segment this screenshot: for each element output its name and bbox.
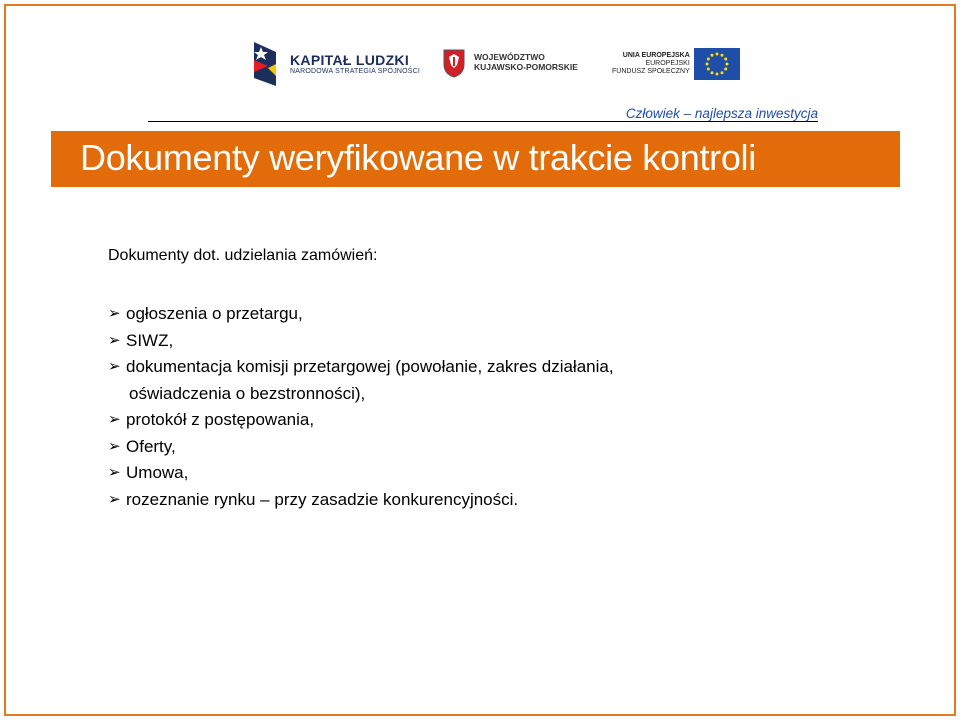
list-item: ➢ Umowa, (108, 460, 908, 487)
arrow-bullet-icon: ➢ (108, 437, 121, 455)
arrow-bullet-icon: ➢ (108, 490, 121, 508)
document-list (108, 301, 908, 513)
wojewodztwo-logo (442, 48, 578, 78)
eu-line3: FUNDUSZ SPOŁECZNY (612, 68, 690, 76)
arrow-bullet-icon: ➢ (108, 464, 121, 481)
list-item: ➢ Oferty, (108, 434, 908, 461)
list-item: ➢ dokumentacja komisji przetargowej (powołanie, zakres działania, oświadczenia o bezstronności), (108, 354, 908, 407)
eu-line1: UNIA EUROPEJSKA (622, 51, 690, 59)
arrow-bullet-icon: ➢ (108, 305, 121, 322)
tagline-rule (148, 121, 818, 122)
kapital-ludzki-logo (250, 42, 420, 86)
list-item: ➢ protokół z postępowania, (108, 407, 908, 434)
eu-logo (612, 48, 740, 80)
eu-line2: EUROPEJSKI (645, 59, 690, 67)
slide-content (108, 247, 908, 513)
arrow-bullet-icon: ➢ (108, 411, 121, 428)
arrow-bullet-icon: ➢ (108, 331, 121, 349)
list-item-continuation: oświadczenia o bezstronności), (129, 383, 366, 403)
eu-flag-icon (694, 48, 740, 80)
arrow-bullet-icon: ➢ (108, 358, 121, 375)
title-banner (51, 131, 900, 187)
kapital-ludzki-emblem-icon (250, 42, 280, 86)
list-item: ➢ ogłoszenia o przetargu, (108, 301, 908, 328)
tagline: Człowiek – najlepsza inwestycja (625, 106, 818, 121)
wojewodztwo-line1: WOJEWÓDZTWO (474, 52, 545, 63)
coat-of-arms-icon (442, 48, 466, 78)
slide-title: Dokumenty weryfikowane w trakcie kontroli (80, 137, 756, 178)
list-item: ➢ SIWZ, (108, 328, 908, 355)
wojewodztwo-line2: KUJAWSKO-POMORSKIE (474, 62, 578, 72)
kapital-ludzki-subtitle: NARODOWA STRATEGIA SPÓJNOŚCI (290, 68, 421, 76)
list-item: ➢ rozeznanie rynku – przy zasadzie konkurencyjności. (108, 487, 908, 514)
kapital-ludzki-title: KAPITAŁ LUDZKI (290, 51, 410, 68)
subheading: Dokumenty dot. udzielania zamówień: (108, 247, 378, 264)
